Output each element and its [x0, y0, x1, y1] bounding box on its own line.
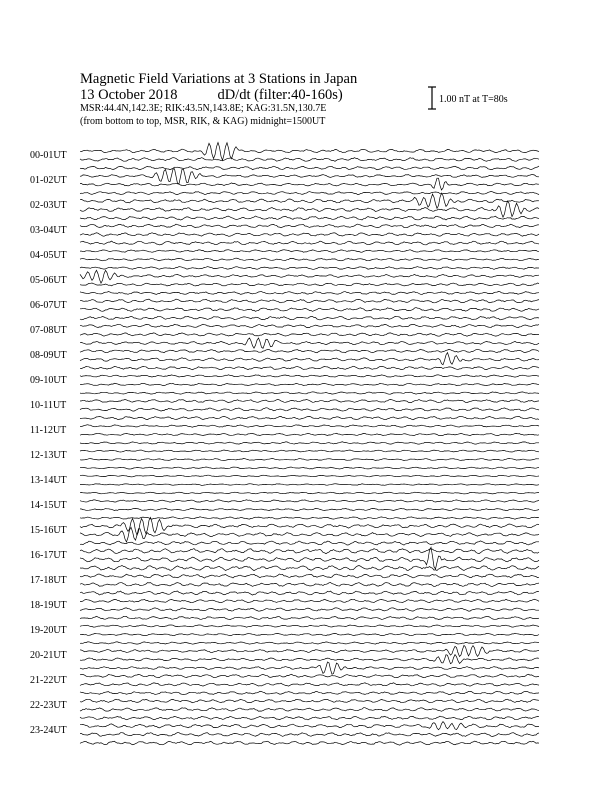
hour-label: 01-02UT — [30, 175, 67, 186]
trace-kag — [80, 450, 539, 452]
hour-label: 04-05UT — [30, 250, 67, 261]
trace-msr — [80, 467, 539, 469]
trace-kag — [80, 250, 539, 253]
trace-msr — [80, 392, 539, 394]
trace-msr — [80, 338, 539, 348]
trace-rik — [80, 201, 539, 217]
hour-label: 05-06UT — [30, 275, 67, 286]
trace-kag — [80, 500, 539, 502]
trace-msr — [80, 366, 539, 370]
trace-kag — [80, 674, 539, 677]
trace-msr — [80, 166, 539, 170]
trace-rik — [80, 459, 539, 461]
trace-msr — [80, 416, 539, 419]
trace-rik — [80, 178, 539, 190]
trace-msr — [80, 716, 539, 720]
trace-kag — [80, 549, 539, 554]
hour-label: 17-18UT — [30, 575, 67, 586]
trace-kag — [80, 169, 539, 184]
trace-rik — [80, 484, 539, 486]
scale-bar-icon — [428, 87, 436, 109]
trace-rik — [80, 408, 539, 411]
trace-msr — [80, 442, 539, 444]
trace-msr — [80, 741, 539, 745]
hour-label: 21-22UT — [30, 675, 67, 686]
trace-rik — [80, 258, 539, 261]
trace-kag — [80, 699, 539, 703]
trace-rik — [80, 283, 539, 286]
station-coordinates: MSR:44.4N,142.3E; RIK:43.5N,143.8E; KAG:31.5N,130.7E — [80, 103, 327, 114]
trace-group — [80, 143, 539, 746]
hour-label: 02-03UT — [30, 200, 67, 211]
trace-msr — [80, 691, 539, 694]
chart-quantity: dD/dt (filter:40-160s) — [217, 87, 343, 103]
hour-label: 15-16UT — [30, 525, 67, 536]
hour-label: 22-23UT — [30, 700, 67, 711]
trace-kag — [80, 599, 539, 602]
hour-label: 08-09UT — [30, 350, 67, 361]
hour-label: 11-12UT — [30, 425, 67, 436]
trace-msr — [80, 566, 539, 571]
trace-msr — [80, 616, 539, 619]
hour-label: 14-15UT — [30, 500, 67, 511]
chart-date: 13 October 2018 — [80, 87, 178, 103]
trace-kag — [80, 625, 539, 627]
trace-rik — [80, 233, 539, 237]
trace-msr — [80, 492, 539, 494]
hour-label: 13-14UT — [30, 475, 67, 486]
trace-rik — [80, 508, 539, 510]
trace-kag — [80, 400, 539, 403]
trace-rik — [80, 608, 539, 611]
trace-rik — [80, 583, 539, 587]
trace-kag — [80, 324, 539, 327]
chart-title: Magnetic Field Variations at 3 Stations in Japan — [80, 71, 358, 87]
hour-label: 23-24UT — [30, 725, 67, 736]
scale-bar-label: 1.00 nT at T=80s — [439, 94, 508, 105]
trace-kag — [80, 224, 539, 228]
hour-label: 07-08UT — [30, 325, 67, 336]
trace-msr — [80, 192, 539, 195]
trace-msr — [80, 642, 539, 644]
trace-rik — [80, 433, 539, 435]
hour-label: 18-19UT — [30, 600, 67, 611]
hour-label: 16-17UT — [30, 550, 67, 561]
hour-label: 20-21UT — [30, 650, 67, 661]
trace-rik — [80, 333, 539, 336]
trace-msr — [80, 316, 539, 320]
trace-rik — [80, 308, 539, 312]
trace-kag — [80, 475, 539, 477]
trace-rik — [80, 708, 539, 712]
trace-msr — [80, 241, 539, 245]
hour-label: 12-13UT — [30, 450, 67, 461]
trace-kag — [80, 425, 539, 428]
hour-label-group — [30, 150, 67, 736]
hour-label: 10-11UT — [30, 400, 67, 411]
trace-order-note: (from bottom to top, MSR, RIK, & KAG) midnight=1500UT — [80, 116, 326, 127]
trace-msr — [80, 662, 539, 674]
trace-rik — [80, 733, 539, 737]
trace-kag — [80, 270, 539, 283]
trace-kag — [80, 193, 539, 208]
trace-msr — [80, 292, 539, 295]
hour-label: 00-01UT — [30, 150, 67, 161]
trace-msr — [80, 541, 539, 545]
trace-rik — [80, 527, 539, 542]
trace-rik — [80, 633, 539, 635]
trace-rik — [80, 158, 539, 162]
trace-kag — [80, 349, 539, 352]
trace-rik — [80, 655, 539, 664]
trace-rik — [80, 383, 539, 385]
trace-kag — [80, 375, 539, 377]
trace-kag — [80, 645, 539, 656]
trace-kag — [80, 722, 539, 730]
trace-rik — [80, 353, 539, 365]
hour-label: 09-10UT — [30, 375, 67, 386]
trace-kag — [80, 143, 539, 161]
hour-label: 19-20UT — [30, 625, 67, 636]
hour-label: 03-04UT — [30, 225, 67, 236]
trace-rik — [80, 683, 539, 686]
trace-msr — [80, 267, 539, 270]
trace-msr — [80, 517, 539, 519]
trace-msr — [80, 591, 539, 595]
trace-kag — [80, 574, 539, 578]
hour-label: 06-07UT — [30, 300, 67, 311]
trace-kag — [80, 299, 539, 303]
trace-msr — [80, 216, 539, 220]
